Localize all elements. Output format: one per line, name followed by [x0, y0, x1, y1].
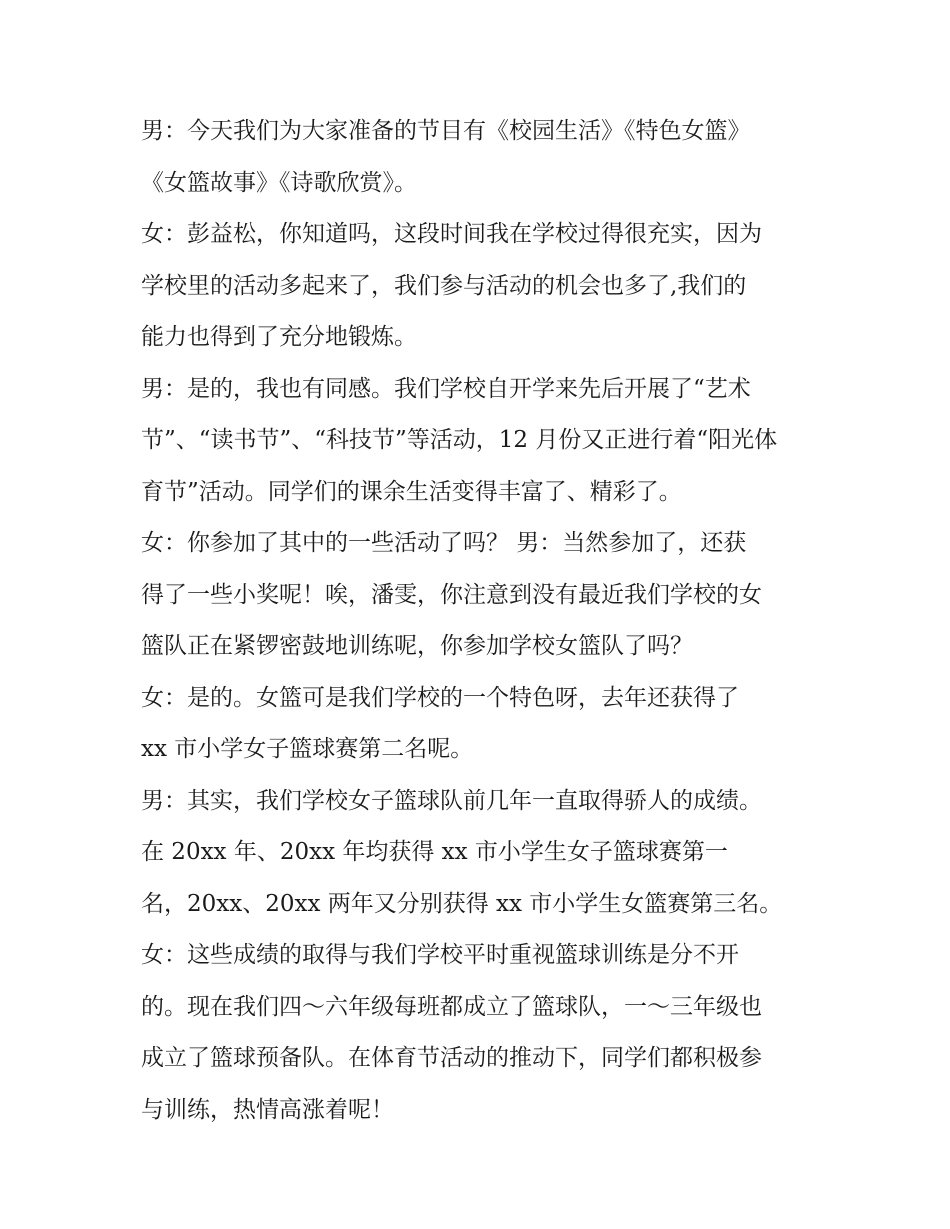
text-line: 男：其实，我们学校女子篮球队前几年一直取得骄人的成绩。: [141, 787, 762, 814]
text-line: 在 20xx 年、20xx 年均获得 xx 市小学生女子篮球赛第一: [141, 839, 728, 865]
text-line: xx 市小学女子篮球赛第二名呢。: [141, 736, 474, 762]
text-line: 节”、“读书节”、“科技节”等活动，12 月份又正进行着“阳光体: [141, 427, 778, 453]
text-line: 女：这些成绩的取得与我们学校平时重视篮球训练是分不开: [141, 942, 739, 968]
text-line: 篮队正在紧锣密鼓地训练呢，你参加学校女篮队了吗？: [141, 633, 693, 659]
text-line: 与训练，热情高涨着呢！: [141, 1096, 394, 1123]
text-line: 女：是的。女篮可是我们学校的一个特色呀，去年还获得了: [141, 684, 739, 711]
text-line: 男：是的，我也有同感。我们学校自开学来先后开展了“艺术: [141, 375, 751, 402]
text-line: 名，20xx、20xx 两年又分别获得 xx 市小学生女篮赛第三名。: [141, 890, 783, 917]
text-line: 女：彭益松，你知道吗，这段时间我在学校过得很充实，因为: [141, 221, 762, 247]
dialogue-text: [141, 106, 831, 1136]
text-line: 育节”活动。同学们的课余生活变得丰富了、精彩了。: [141, 478, 682, 505]
text-line: 成立了篮球预备队。在体育节活动的推动下，同学们都积极参: [141, 1045, 762, 1071]
text-line: 男：今天我们为大家准备的节目有《校园生活》《特色女篮》: [141, 118, 751, 144]
text-line: 的。现在我们四～六年级每班都成立了篮球队，一～三年级也: [141, 993, 762, 1020]
text-line: 女：你参加了其中的一些活动了吗？ 男：当然参加了，还获: [141, 530, 747, 556]
text-line: 能力也得到了充分地锻炼。: [141, 324, 417, 350]
text-line: 得了一些小奖呢！唉，潘雯，你注意到没有最近我们学校的女: [141, 581, 762, 608]
text-line: 学校里的活动多起来了，我们参与活动的机会也多了,我们的: [141, 272, 747, 299]
text-line: 《女篮故事》《诗歌欣赏》。: [141, 169, 417, 196]
